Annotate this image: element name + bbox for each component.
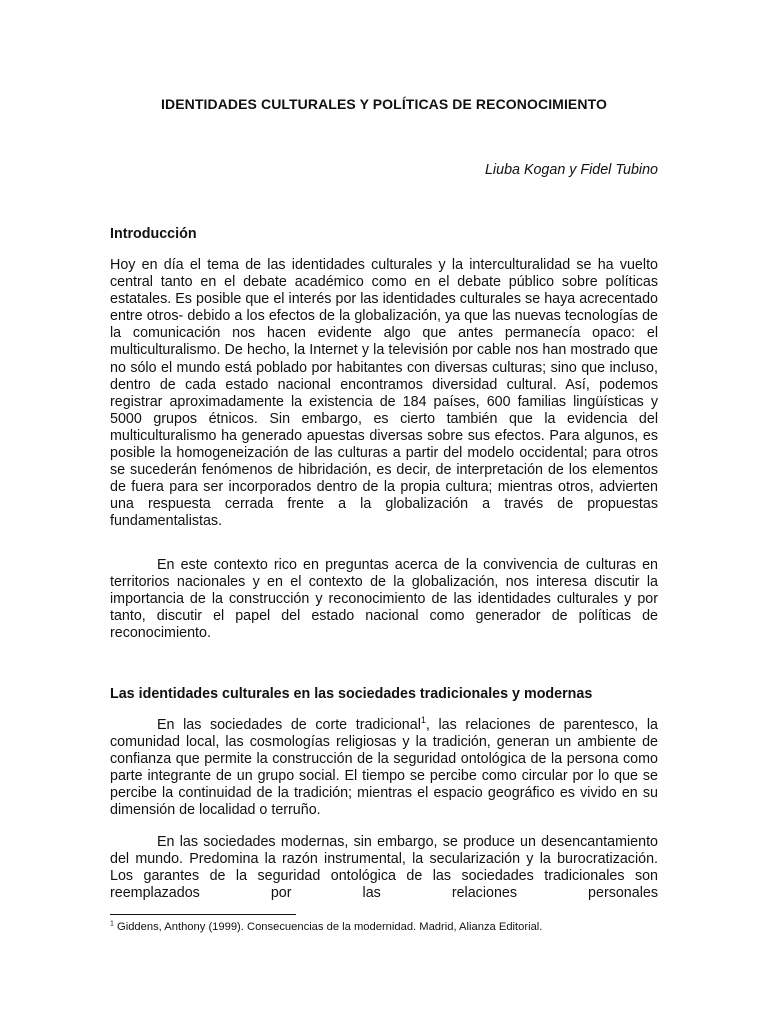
section-heading-introduccion: Introducción bbox=[110, 226, 197, 242]
section2-paragraph-1-rest: , las relaciones de parentesco, la comunidad local, las cosmologías religiosas y la tradición, generan un ambiente de confianza que permite la construcción de la seguridad ontológica de la persona como parte integrante de un grupo social. El tiempo se percibe como circular por lo que se percibe la continuidad de la tradición; mientras el espacio geográfico es vivido en su dimensión de localidad o terruño. bbox=[110, 717, 658, 819]
section-heading-identidades: Las identidades culturales en las sociedades tradicionales y modernas bbox=[110, 686, 593, 702]
document-title: IDENTIDADES CULTURALES Y POLÍTICAS DE RECONOCIMIENTO bbox=[161, 96, 607, 112]
section2-paragraph-1-start: En las sociedades de corte tradicional bbox=[157, 717, 421, 733]
footnote-divider bbox=[110, 914, 296, 915]
document-authors: Liuba Kogan y Fidel Tubino bbox=[484, 162, 658, 178]
section2-paragraph-2: En las sociedades modernas, sin embargo, se produce un desencantamiento del mundo. Predomina la razón instrumental, la secularización y la burocratización. Los garantes de la seguridad ontológica de las sociedades tradicionales son reemplazados por las relaciones personales bbox=[110, 834, 658, 902]
intro-paragraph-2: En este contexto rico en preguntas acerca de la convivencia de culturas en territorios nacionales y en el contexto de la globalización, nos interesa discutir la importancia de la construcción y reconocimiento de las identidades culturales y por tanto, discutir el papel del estado nacional como generador de políticas de reconocimiento. bbox=[110, 557, 658, 642]
intro-paragraph-1: Hoy en día el tema de las identidades culturales y la interculturalidad se ha vuelto central tanto en el debate académico como en el debate público sobre políticas estatales. Es posible que el interés por las identidades culturales se haya acrecentado entre otros- debido a los efectos de la globalización, ya que las nuevas tecnologías de la comunicación nos hacen evidente algo que antes permanecía opaco: el multiculturalismo. De hecho, la Internet y la televisión por cable nos han mostrado que no sólo el mundo está poblado por habitantes con diversas culturas; sino que incluso, dentro de cada estado nacional encontramos diversidad cultural. Así, podemos registrar aproximadamente la existencia de 184 países, 600 familias lingüísticas y 5000 grupos étnicos. Sin embargo, es cierto también que la evidencia del multiculturalismo ha generado apuestas diversas sobre sus efectos. Para algunos, es posible la homogeneización de las culturas a partir del modelo occidental; para otros se sucederán fenómenos de hibridación, es decir, de interpretación de los elementos de fuera para ser incorporados dentro de la propia cultura; mientras otros, advierten una respuesta cerrada frente a la globalización a través de propuestas fundamentalistas. bbox=[110, 257, 658, 530]
footnote-reference[interactable]: 1 bbox=[420, 715, 426, 726]
document-page bbox=[110, 0, 658, 1024]
footnote bbox=[110, 921, 542, 933]
section2-paragraph-1 bbox=[110, 717, 658, 820]
footnote-text: Giddens, Anthony (1999). Consecuencias de la modernidad. Madrid, Alianza Editorial. bbox=[113, 921, 543, 933]
footnote-number: 1 bbox=[110, 920, 114, 928]
